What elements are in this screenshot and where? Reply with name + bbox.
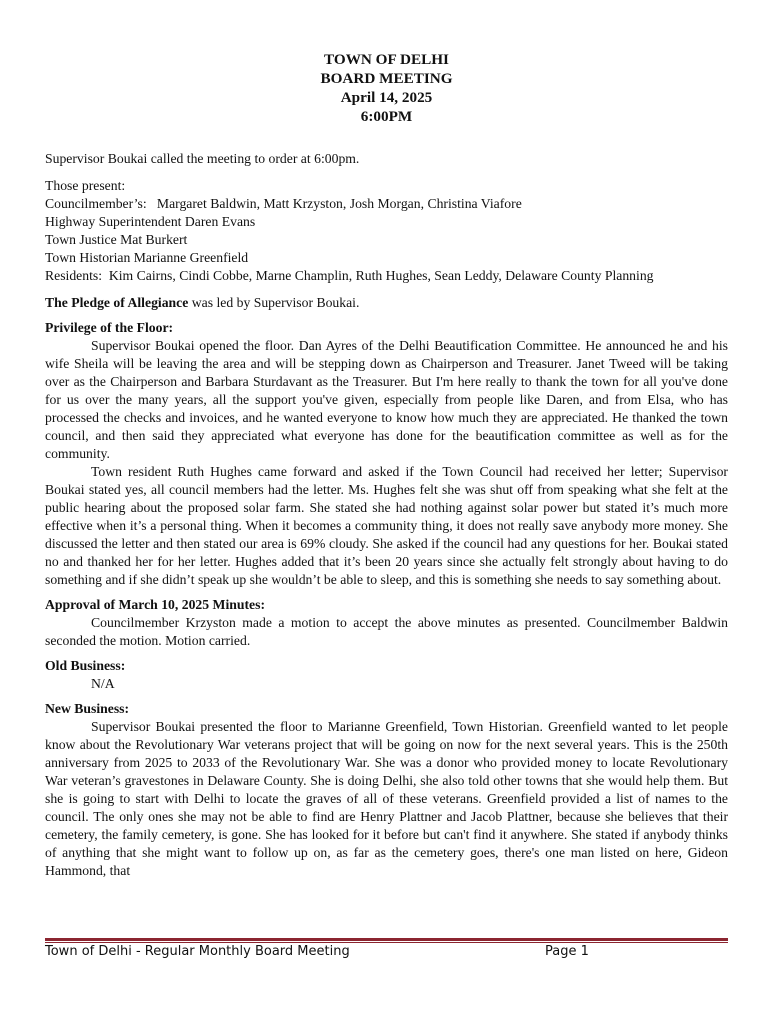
approval-paragraph: Councilmember Krzyston made a motion to accept the above minutes as presented. Councilmember Baldwin seconded the motion. Motion carried. [45, 615, 728, 648]
minutes-body [45, 150, 728, 880]
attendance-councilmembers: Councilmember’s: Margaret Baldwin, Matt Krzyston, Josh Morgan, Christina Viafore [45, 196, 522, 211]
approval-section [45, 596, 728, 650]
footer-page-number: Page 1 [545, 944, 589, 959]
document-page [45, 0, 728, 1024]
title-date: April 14, 2025 [340, 89, 433, 106]
privilege-section [45, 319, 728, 589]
privilege-paragraph-1: Supervisor Boukai opened the floor. Dan Ayres of the Delhi Beautification Committee. He announced he and his wife Sheila will be leaving the area and will be stepping down as Chairperson and Treasurer. Janet Tweed will be taking over as the Chairperson and Barbara Sturdavant as the Treasurer. But I'm here really to thank the town for all you've done for us over the many years, all the support you've given, especially from people like Daren, and from Elsa, who has processed the checks and invoices, and he wanted everyone to know how much they are appreciated. He thanked the town council, and then said they appreciated what everyone has done for the beautification committee as well as for the community. [45, 338, 728, 461]
attendance-justice: Town Justice Mat Burkert [45, 232, 188, 247]
footer-rule [45, 938, 728, 941]
attendance-label: Those present: [45, 178, 126, 193]
attendance-historian: Town Historian Marianne Greenfield [45, 250, 249, 265]
attendance-residents: Residents: Kim Cairns, Cindi Cobbe, Marne Champlin, Ruth Hughes, Sean Leddy, Delaware County Planning [45, 268, 654, 283]
old-business-section [45, 657, 728, 693]
old-business-text: N/A [91, 676, 115, 691]
attendance-highway: Highway Superintendent Daren Evans [45, 214, 256, 229]
pledge-line [45, 294, 728, 312]
privilege-paragraph-2: Town resident Ruth Hughes came forward and asked if the Town Council had received her letter; Supervisor Boukai stated yes, all council members had the letter. Ms. Hughes felt she was shut off from speaking what she felt at the public hearing about the proposed solar farm. She stated she had nothing against solar power but stated it’s much more effective when it’s a personal thing. When it becomes a community thing, it does not really save anybody more money. She discussed the letter and then stated our area is 69% cloudy. She asked if the council had any questions for her. Boukai stated no and thanked her for her letter. Hughes added that it’s been 20 years since she actually felt strongly about having to do something and if she didn’t speak up she wouldn’t be able to sleep, and this is something she needs to say something about. [45, 464, 728, 587]
title-town: TOWN OF DELHI [324, 51, 449, 68]
title-meeting: BOARD MEETING [320, 70, 453, 87]
old-business-heading: Old Business: [45, 658, 126, 673]
pledge-rest: was led by Supervisor Boukai. [188, 295, 360, 310]
new-business-paragraph: Supervisor Boukai presented the floor to Marianne Greenfield, Town Historian. Greenfield wanted to let people know about the Revolutionary War veterans project that will be going on now for the next several years. This is the 250th anniversary from 2025 to 2033 of the Revolutionary War. She was a donor who provided money to locate Revolutionary War veteran’s gravestones in Delaware County. She is doing Delhi, she also told other towns that she would help them. But she is going to start with Delhi to locate the graves of all of these veterans. Greenfield provided a list of names to the council. The only ones she may not be able to find are Henry Plattner and Jacob Plattner, because she believes that their cemetery, the family cemetery, is gone. She has looked for it before but can't find it anywhere. She stated if anybody thinks of anything that she might want to follow up on, as far as the cemetery goes, there's one man listed on here, Gideon Hammond, that [45, 719, 728, 878]
document-title [45, 50, 728, 126]
title-time: 6:00PM [360, 108, 413, 125]
attendance-section [45, 177, 728, 285]
new-business-section [45, 700, 728, 880]
privilege-heading: Privilege of the Floor: [45, 320, 174, 335]
approval-heading: Approval of March 10, 2025 Minutes: [45, 597, 266, 612]
new-business-heading: New Business: [45, 701, 130, 716]
pledge-bold: The Pledge of Allegiance [45, 295, 189, 310]
call-to-order: Supervisor Boukai called the meeting to order at 6:00pm. [45, 151, 360, 166]
footer-document-name: Town of Delhi - Regular Monthly Board Meeting [45, 944, 350, 959]
